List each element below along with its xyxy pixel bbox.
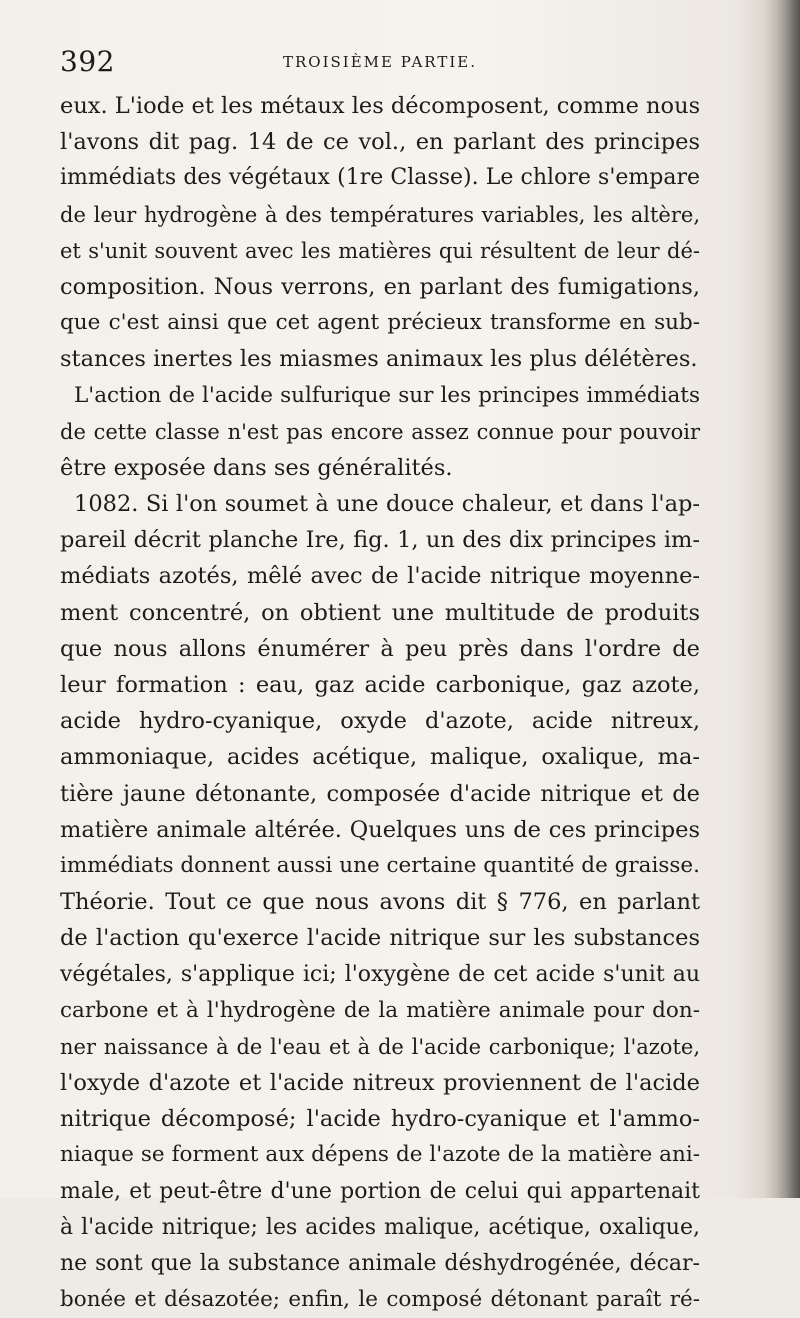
text-line: ment concentré, on obtient une multitude de produits — [60, 599, 700, 626]
text-line: de leur hydrogène à des températures variables, les altère, — [60, 202, 700, 227]
text-line: L'action de l'acide sulfurique sur les principes immédiats — [74, 382, 700, 408]
text-line: médiats azotés, mêlé avec de l'acide nitrique moyenne- — [60, 563, 700, 590]
text-line: tière jaune détonante, composée d'acide nitrique et de — [60, 780, 700, 807]
text-line: carbone et à l'hydrogène de la matière animale pour don- — [60, 997, 700, 1023]
page-header — [60, 44, 700, 80]
text-line: que c'est ainsi que cet agent précieux transforme en sub- — [60, 310, 700, 336]
text-line: ner naissance à de l'eau et à de l'acide carbonique; l'azote, — [60, 1034, 700, 1059]
page-number: 392 — [60, 45, 115, 78]
text-line: immédiats des végétaux (1re Classe). Le chlore s'empare — [60, 165, 700, 191]
text-line: acide hydro-cyanique, oxyde d'azote, acide nitreux, — [60, 708, 700, 735]
text-line: être exposée dans ses généralités. — [60, 454, 453, 481]
text-line: nitrique décomposé; l'acide hydro-cyanique et l'ammo- — [60, 1106, 700, 1133]
text-line: immédiats donnent aussi une certaine quantité de graisse. — [60, 852, 700, 878]
text-line: que nous allons énumérer à peu près dans l'ordre de — [60, 635, 700, 662]
running-title: TROISIÈME PARTIE. — [283, 53, 477, 71]
text-line: matière animale altérée. Quelques uns de ces principes — [60, 816, 700, 843]
text-line: de cette classe n'est pas encore assez connue pour pouvoir — [60, 419, 700, 444]
text-line: l'avons dit pag. 14 de ce vol., en parlant des principes — [60, 129, 700, 156]
text-line: composition. Nous verrons, en parlant des fumigations, — [60, 273, 700, 300]
text-line: Théorie. Tout ce que nous avons dit § 776, en parlant — [60, 889, 700, 916]
text-line: ne sont que la substance animale déshydrogénée, décar- — [60, 1251, 700, 1276]
text-line: l'oxyde d'azote et l'acide nitreux proviennent de l'acide — [60, 1070, 700, 1097]
text-line: ammoniaque, acides acétique, malique, oxalique, ma- — [60, 744, 700, 771]
text-line: niaque se forment aux dépens de l'azote de la matière ani- — [60, 1142, 700, 1168]
text-line: et s'unit souvent avec les matières qui résultent de leur dé- — [60, 238, 700, 263]
page-edge-shadow — [764, 0, 800, 1198]
text-line: stances inertes les miasmes animaux les plus délétères. — [60, 346, 698, 373]
text-line: bonée et désazotée; enfin, le composé détonant paraît ré- — [60, 1287, 700, 1313]
text-line: de l'action qu'exerce l'acide nitrique sur les substances — [60, 925, 700, 952]
text-line: leur formation : eau, gaz acide carbonique, gaz azote, — [60, 672, 700, 698]
text-line: pareil décrit planche Ire, fig. 1, un des dix principes im- — [60, 527, 700, 554]
text-line: végétales, s'applique ici; l'oxygène de cet acide s'unit au — [60, 961, 700, 987]
text-line: 1082. Si l'on soumet à une douce chaleur, et dans l'ap- — [74, 491, 700, 518]
text-line: à l'acide nitrique; les acides malique, acétique, oxalique, — [60, 1214, 700, 1240]
text-line: male, et peut-être d'une portion de celui qui appartenait — [60, 1178, 700, 1204]
text-line: eux. L'iode et les métaux les décomposent, comme nous — [60, 93, 701, 119]
body-text — [60, 88, 700, 1318]
